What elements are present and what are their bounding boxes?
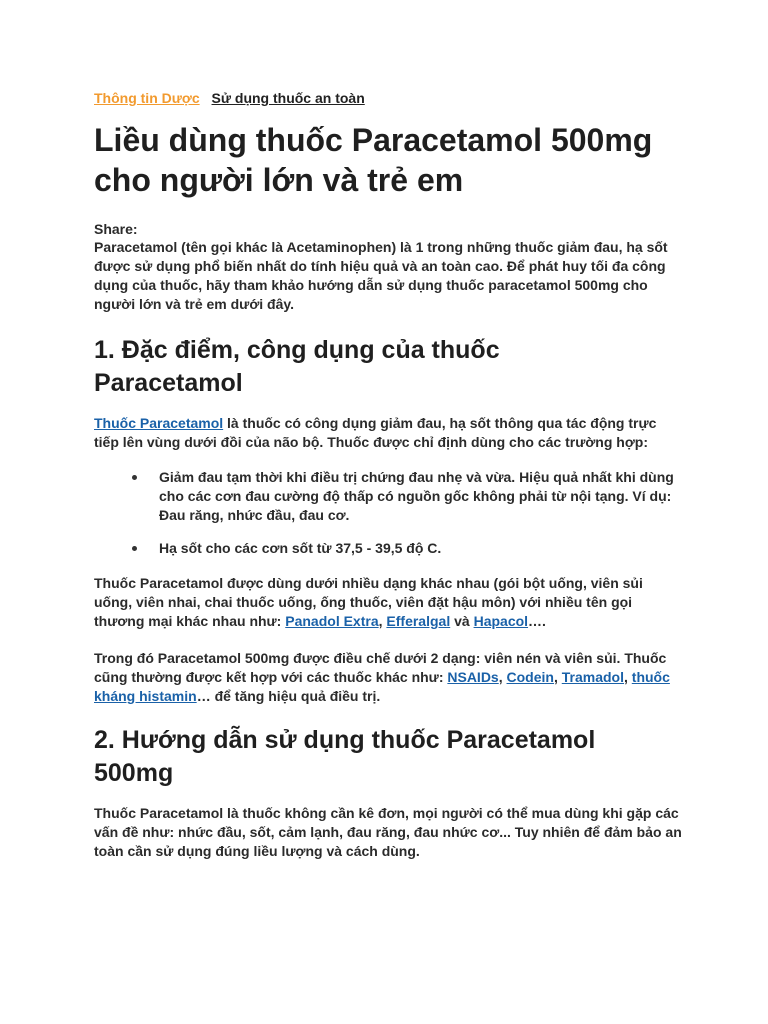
- bullet-text: Hạ sốt cho các cơn sốt từ 37,5 - 39,5 độ C.: [159, 540, 442, 556]
- link-codein[interactable]: Codein: [506, 669, 554, 685]
- intro-paragraph: Paracetamol (tên gọi khác là Acetaminophen) là 1 trong những thuốc giảm đau, hạ sốt được sử dụng phổ biến nhất do tính hiệu quả và an toàn cao. Để phát huy tối đa công dụng của thuốc, hãy tham khảo hướng dẫn sử dụng thuốc paracetamol 500mg cho người lớn và trẻ em dưới đây.: [94, 239, 668, 312]
- link-efferalgal[interactable]: Efferalgal: [386, 613, 451, 629]
- p2-sep1: ,: [378, 613, 387, 629]
- link-panadol-extra[interactable]: Panadol Extra: [285, 613, 379, 629]
- breadcrumb: [94, 88, 684, 108]
- p3-end: … để tăng hiệu quả điều trị.: [196, 688, 381, 704]
- section1-paragraph3: Trong đó Paracetamol 500mg được điều chế dưới 2 dạng: viên nén và viên sủi. Thuốc cũng thường được kết hợp với các thuốc khác như: NSAIDs, Codein, Tramadol, thuốc kháng histamin… để tăng hiệu quả điều trị.: [94, 650, 670, 704]
- article: [94, 88, 684, 861]
- breadcrumb-link-thong-tin-duoc[interactable]: Thông tin Dược: [94, 90, 200, 106]
- bullet-list: [94, 468, 684, 558]
- bullet-text: Giảm đau tạm thời khi điều trị chứng đau nhẹ và vừa. Hiệu quả nhất khi dùng cho các cơn đau cường độ thấp có nguồn gốc không phải từ nội tạng. Ví dụ: Đau răng, nhức đầu, đau cơ.: [159, 469, 674, 523]
- section2-paragraph1: Thuốc Paracetamol là thuốc không cần kê đơn, mọi người có thể mua dùng khi gặp các vấn đề như: nhức đầu, sốt, cảm lạnh, đau răng, đau nhức cơ... Tuy nhiên để đảm bảo an toàn cần sử dụng đúng liều lượng và cách dùng.: [94, 805, 682, 859]
- section1-heading: 1. Đặc điểm, công dụng của thuốc Paracetamol: [94, 336, 500, 397]
- p2-text: Thuốc Paracetamol được dùng dưới nhiều dạng khác nhau (gói bột uống, viên sủi uống, viên nhai, chai thuốc uống, ống thuốc, viên đặt hậu môn) với nhiều tên gọi thương mại khác nhau như:: [94, 575, 643, 629]
- link-thuoc-khang-histamin[interactable]: thuốc kháng histamin: [94, 669, 670, 704]
- breadcrumb-link-su-dung-thuoc[interactable]: Sử dụng thuốc an toàn: [211, 90, 365, 106]
- p2-end: ….: [528, 613, 546, 629]
- p3-text: Trong đó Paracetamol 500mg được điều chế dưới 2 dạng: viên nén và viên sủi. Thuốc cũng thường được kết hợp với các thuốc khác như:: [94, 650, 667, 685]
- section1-paragraph2: [94, 574, 684, 631]
- list-item: [159, 539, 684, 558]
- link-hapacol[interactable]: Hapacol: [473, 613, 529, 629]
- bullet-dot-icon: [132, 475, 137, 480]
- section2-heading: 2. Hướng dẫn sử dụng thuốc Paracetamol 500mg: [94, 726, 596, 787]
- link-tramadol[interactable]: Tramadol: [561, 669, 624, 685]
- share-label: Share:: [94, 221, 138, 237]
- link-thuoc-paracetamol[interactable]: Thuốc Paracetamol: [94, 415, 224, 431]
- section1-paragraph1: [94, 414, 684, 452]
- section1-p1-text: là thuốc có công dụng giảm đau, hạ sốt thông qua tác động trực tiếp lên vùng dưới đồi của não bộ. Thuốc được chỉ định dùng cho các trường hợp:: [94, 415, 657, 450]
- bullet-dot-icon: [132, 546, 137, 551]
- article-title: Liều dùng thuốc Paracetamol 500mg cho người lớn và trẻ em: [94, 122, 653, 198]
- list-item: [159, 468, 684, 525]
- link-nsaids[interactable]: NSAIDs: [447, 669, 499, 685]
- p2-sep2: và: [450, 613, 474, 629]
